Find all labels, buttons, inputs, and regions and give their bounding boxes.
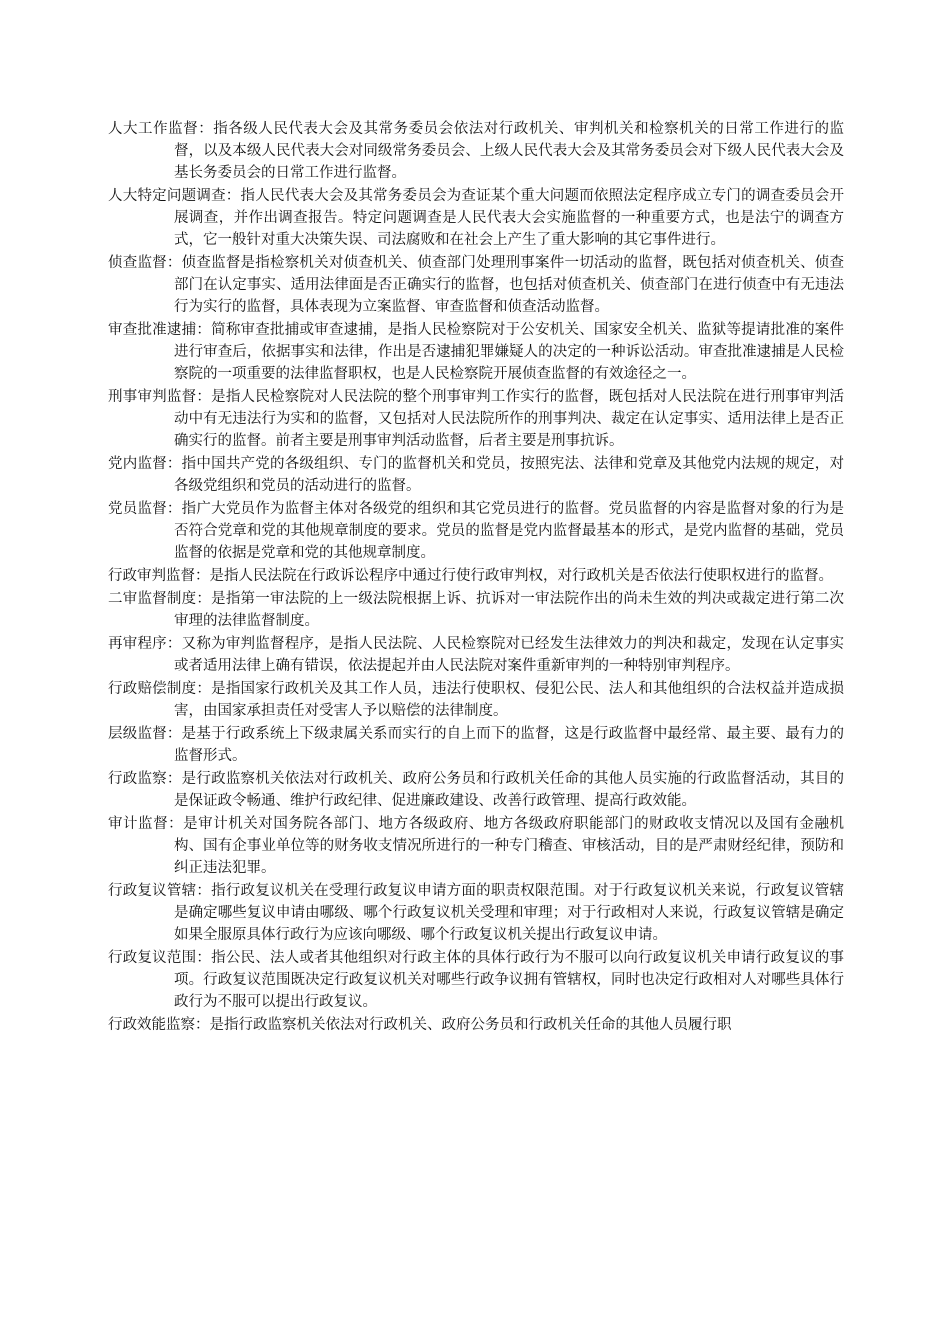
entry-definition: 是行政监察机关依法对行政机关、政府公务员和行政机关任命的其他人员实施的行政监督活动，其目的是保证政令畅通、维护行政纪律、促进廉政建设、改善行政管理、提高行政效能。: [174, 771, 845, 809]
entry-term: 侦查监督: [108, 255, 167, 271]
entry-administrative-compensation: [108, 678, 844, 722]
entry-term: 行政效能监察: [108, 1017, 195, 1033]
entry-definition: 是审计机关对国务院各部门、地方各级政府、地方各级政府职能部门的财政收支情况以及国有金融机构、国有企事业单位等的财务收支情况所进行的一种专门稽查、审核活动，目的是严肃财经纪律，预防和纠正违法犯罪。: [174, 816, 844, 876]
entry-separator: ：: [166, 771, 182, 787]
entry-definition: 指广大党员作为监督主体对各级党的组织和其它党员进行的监督。党员监督的内容是监督对象的行为是否符合党章和党的其他规章制度的要求。党员的监督是党内监督最基本的形式，是党内监督的基础，党员监督的依据是党章和党的其他规章制度。: [174, 501, 845, 561]
entry-criminal-trial-supervision: [108, 386, 844, 452]
entry-efficiency-inspection: [108, 1014, 844, 1036]
entry-definition: 是指人民检察院对人民法院的整个刑事审判工作实行的监督，既包括对人民法院在进行刑事审判活动中有无违法行为实和的监督，又包括对人民法院所作的刑事判决、裁定在认定事实、适用法律上是否正确实行的监督。前者主要是刑事审判活动监督，后者主要是刑事抗诉。: [174, 389, 845, 449]
entry-term: 刑事审判监督: [108, 389, 197, 405]
entry-people-congress-special-investigation: [108, 185, 844, 251]
entry-definition: 简称审查批捕或审查逮捕，是指人民检察院对于公安机关、国家安全机关、监狱等提请批准的案件进行审查后，依据事实和法律，作出是否逮捕犯罪嫌疑人的决定的一种诉讼活动。审查批准逮捕是人民检察院的一项重要的法律监督职权，也是人民检察院开展侦查监督的有效途径之一。: [174, 322, 845, 382]
entry-separator: ：: [198, 121, 214, 137]
entry-separator: ：: [196, 950, 212, 966]
entry-term: 党内监督: [108, 456, 167, 472]
entry-definition: 指各级人民代表大会及其常务委员会依法对行政机关、审判机关和检察机关的日常工作进行的监督，以及本级人民代表大会对同级常务委员会、上级人民代表大会及其常务委员会对下级人民代表大会及基长务委员会的日常工作进行监督。: [174, 121, 844, 181]
entry-definition: 是指人民法院在行政诉讼程序中通过行使行政审判权，对行政机关是否依法行使职权进行的监督。: [209, 568, 833, 584]
entry-term: 人大特定问题调查: [108, 188, 226, 204]
entry-separator: ：: [166, 636, 182, 652]
entry-separator: ：: [195, 568, 210, 584]
entry-definition: 是指国家行政机关及其工作人员，违法行使职权、侵犯公民、法人和其他组织的合法权益并造成损害，由国家承担责任对受害人予以赔偿的法律制度。: [174, 681, 845, 719]
entry-separator: ：: [195, 1017, 210, 1033]
entry-second-instance-supervision: [108, 588, 844, 632]
entry-term: 审查批准逮捕: [108, 322, 197, 338]
entry-separator: ：: [225, 188, 241, 204]
entry-reconsideration-scope: [108, 947, 844, 1013]
entry-term: 行政赔偿制度: [108, 681, 197, 697]
entry-people-congress-work-supervision: [108, 118, 844, 184]
entry-administrative-inspection: [108, 768, 844, 812]
entry-definition: 指人民代表大会及其常务委员会为查证某个重大问题而依照法定程序成立专门的调查委员会开展调查，并作出调查报告。特定问题调查是人民代表大会实施监督的一种重要方式，也是法宁的调查方式，它一般针对重大决策失误、司法腐败和在社会上产生了重大影响的其它事件进行。: [174, 188, 845, 248]
entry-retrial-procedure: [108, 633, 844, 677]
entry-separator: ：: [168, 816, 184, 832]
entry-separator: ：: [166, 501, 182, 517]
entry-term: 人大工作监督: [108, 121, 199, 137]
entry-separator: ：: [166, 726, 182, 742]
entry-separator: ：: [196, 389, 212, 405]
entry-term: 行政审判监督: [108, 568, 195, 584]
entry-separator: ：: [196, 322, 212, 338]
entry-term: 审计监督: [108, 816, 169, 832]
entry-definition: 指行政复议机关在受理行政复议申请方面的职责权限范围。对于行政复议机关来说，行政复议管辖是确定哪些复议申请由哪级、哪个行政复议机关受理和审理；对于行政相对人来说，行政复议管辖是确定如果全服原具体行政行为应该向哪级、哪个行政复议机关提出行政复议申请。: [174, 883, 845, 943]
entry-separator: ：: [166, 456, 182, 472]
document-page: [108, 118, 844, 1037]
entry-separator: ：: [196, 591, 212, 607]
entry-intra-party-supervision: [108, 453, 844, 497]
entry-arrest-review: [108, 319, 844, 385]
entry-term: 行政复议管辖: [108, 883, 197, 899]
entry-separator: ：: [196, 681, 212, 697]
entry-administrative-trial-supervision: [108, 565, 844, 587]
entry-definition: 指公民、法人或者其他组织对行政主体的具体行政行为不服可以向行政复议机关申请行政复议的事项。行政复议范围既决定行政复议机关对哪些行政争议拥有管辖权，同时也决定行政相对人对哪些具体行政行为不服可以提出行政复议。: [174, 950, 845, 1010]
entry-audit-supervision: [108, 813, 844, 879]
entry-term: 行政监察: [108, 771, 167, 787]
entry-definition: 是指第一审法院的上一级法院根据上诉、抗诉对一审法院作出的尚未生效的判决或裁定进行第二次审理的法律监督制度。: [174, 591, 845, 629]
entry-investigation-supervision: [108, 252, 844, 318]
entry-term: 二审监督制度: [108, 591, 197, 607]
entry-term: 层级监督: [108, 726, 167, 742]
entry-separator: ：: [196, 883, 212, 899]
entry-definition: 是基于行政系统上下级隶属关系而实行的自上而下的监督，这是行政监督中最经常、最主要、最有力的监督形式。: [174, 726, 845, 764]
entry-hierarchical-supervision: [108, 723, 844, 767]
entry-party-member-supervision: [108, 498, 844, 564]
entry-separator: ：: [166, 255, 182, 271]
entry-definition: 指中国共产党的各级组织、专门的监督机关和党员，按照宪法、法律和党章及其他党内法规的规定，对各级党组织和党员的活动进行的监督。: [174, 456, 845, 494]
entry-term: 行政复议范围: [108, 950, 197, 966]
entry-definition: 是指行政监察机关依法对行政机关、政府公务员和行政机关任命的其他人员履行职: [209, 1017, 732, 1033]
entry-definition: 又称为审判监督程序，是指人民法院、人民检察院对已经发生法律效力的判决和裁定，发现在认定事实或者适用法律上确有错误，依法提起并由人民法院对案件重新审判的一种特别审判程序。: [174, 636, 845, 674]
entry-term: 党员监督: [108, 501, 167, 517]
entry-term: 再审程序: [108, 636, 167, 652]
entry-definition: 侦查监督是指检察机关对侦查机关、侦查部门处理刑事案件一切活动的监督，既包括对侦查机关、侦查部门在认定事实、适用法律面是否正确实行的监督，也包括对侦查机关、侦查部门在进行侦查中有无违法行为实行的监督，具体表现为立案监督、审查监督和侦查活动监督。: [174, 255, 845, 315]
entry-reconsideration-jurisdiction: [108, 880, 844, 946]
